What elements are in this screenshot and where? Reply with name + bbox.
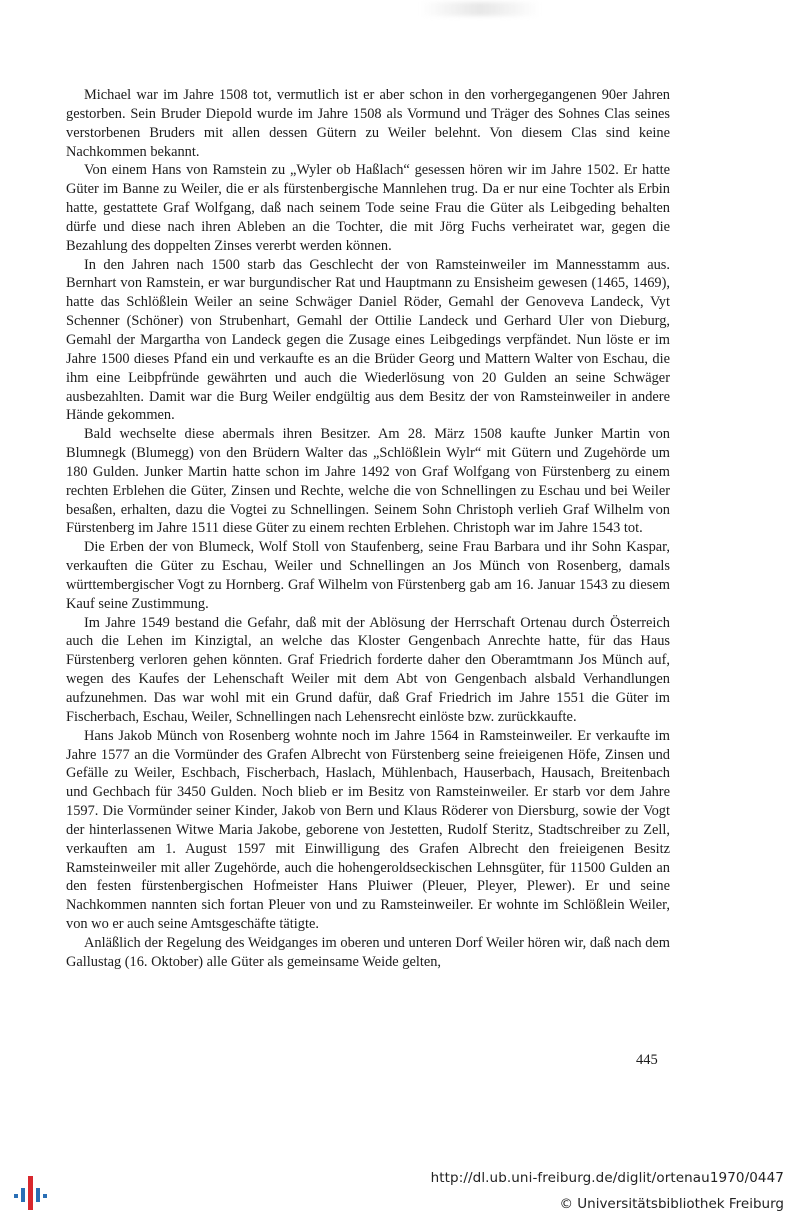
paragraph-1: Michael war im Jahre 1508 tot, vermutlich ist er aber schon in den vorhergegangenen 90er Jahren gestorben. Sein Bruder Diepold wurde im Jahre 1508 als Vormund und Träger des Sohnes Clas seines verstorbenen Bruders mit allen dessen Gütern zu Weiler belehnt. Von diesem Clas sind keine Nachkommen bekannt. (66, 87, 670, 160)
copyright-notice: © Universitätsbibliothek Freiburg (559, 1196, 784, 1212)
page-number: 445 (636, 1052, 658, 1068)
paragraph-7: Hans Jakob Münch von Rosenberg wohnte noch im Jahre 1564 in Ramsteinweiler. Er verkaufte im Jahre 1577 an die Vormünder des Grafen Albrecht von Fürstenberg seine freieigenen Höfe, Zinsen und Gefälle zu Weiler, Eschbach, Fischerbach, Haslach, Mühlenbach, Hauserbach, Hausach, Breitenbach und Gechbach für 3450 Gulden. Noch blieb er im Besitz von Ramsteinweiler. Er starb vor dem Jahre 1597. Die Vormünder seiner Kinder, Jakob von Bern und Klaus Röderer von Diersburg, sowie der Vogt der hinterlassenen Witwe Maria Jakobe, geborene von Jestetten, Rudolf Steritz, Stadtschreiber zu Zell, verkauften am 1. August 1597 mit Einwilligung des Grafen Albrecht den freieigenen Besitz Ramsteinweiler mit aller Zugehörde, auch die hohengeroldseckischen Lehnsgüter, für 11500 Gulden an den festen fürstenbergischen Hofmeister Hans Pluiwer (Pleuer, Pleyer, Plewer). Er und seine Nachkommen nannten sich fortan Pleuer von und zu Ramsteinweiler. Er wohnte im Schlößlein Weiler, von wo er auch seine Amtsgeschäfte tätigte. (66, 727, 670, 933)
paragraph-3: In den Jahren nach 1500 starb das Geschlecht der von Ramsteinweiler im Mannesstamm aus. Bernhart von Ramstein, er war burgundischer Rat und Hauptmann zu Ensisheim gewesen (1465, 1469), hatte das Schlößlein Weiler an seine Schwäger Daniel Röder, Gemahl der Genoveva Landeck, Vyt Schenner (Schöner) von Strubenhart, Gemahl der Ottilie Landeck und Gerhard Uler von Dieburg, Gemahl der Margartha von Landeck gegen die Zusage eines Leibgedings verpfändet. Nun löste er im Jahre 1500 dieses Pfand ein und verkaufte es an die Brüder Georg und Mattern Walter von Eschau, die ihm eine Leibpfründe gewährten und auch die Wiederlösung von 20 Gulden an seine Schwäger ausbezahlten. Damit war die Burg Weiler endgültig aus dem Besitz der von Ramsteinweiler in andere Hände gekommen. (66, 256, 670, 424)
scan-shadow (420, 2, 540, 16)
paragraph-5: Die Erben der von Blumeck, Wolf Stoll von Staufenberg, seine Frau Barbara und ihr Sohn Kaspar, verkauften die Güter zu Eschau, Weiler und Schnellingen an Jos Münch von Rosenberg, damals württembergischer Vogt zu Hornberg. Graf Wilhelm von Fürstenberg gab am 16. Januar 1543 zu diesem Kauf seine Zustimmung. (66, 539, 670, 612)
footer-bar (0, 1160, 800, 1220)
paragraph-2: Von einem Hans von Ramstein zu „Wyler ob Haßlach“ gesessen hören wir im Jahre 1502. Er hatte Güter im Banne zu Weiler, die er als fürstenbergische Mannlehen trug. Da er nur eine Tochter als Erbin hatte, gestattete Graf Wolfgang, daß nach seinem Tode seine Frau die Güter als Leibgeding behalten dürfe und diese nach ihren Ableben an die Tochter, die mit Jörg Fuchs verheiratet war, gegen die Bezahlung des doppelten Zinses vererbt werden können. (66, 162, 670, 254)
ub-freiburg-logo-icon[interactable] (8, 1168, 54, 1214)
paragraph-8: Anläßlich der Regelung des Weidganges im oberen und unteren Dorf Weiler hören wir, daß nach dem Gallustag (16. Oktober) alle Güter als gemeinsame Weide gelten, (66, 934, 670, 970)
body-text (66, 86, 670, 972)
paragraph-6: Im Jahre 1549 bestand die Gefahr, daß mit der Ablösung der Herrschaft Ortenau durch Österreich auch die Lehen im Kinzigtal, an welche das Kloster Gengenbach Anrechte hatte, für das Haus Fürstenberg verloren gehen könnten. Graf Friedrich forderte daher den Oberamtmann Jos Münch auf, wegen des Kaufes der Lehenschaft Weiler mit dem Abt von Gengenbach alsbald Verhandlungen aufzunehmen. Das war wohl mit ein Grund dafür, daß Graf Friedrich im Jahre 1551 die Güter im Fischerbach, Eschau, Weiler, Schnellingen nach Lehensrecht einlöste bzw. zurückkaufte. (66, 614, 670, 725)
permalink-url[interactable]: http://dl.ub.uni-freiburg.de/diglit/ortenau1970/0447 (430, 1170, 784, 1186)
paragraph-4: Bald wechselte diese abermals ihren Besitzer. Am 28. März 1508 kaufte Junker Martin von Blumnegk (Blumegg) von den Brüdern Walter das „Schlößlein Wylr“ mit Gütern und Zugehörde um 180 Gulden. Junker Martin hatte schon im Jahre 1492 von Graf Wolfgang von Fürstenberg zu einem rechten Erblehen die Güter, Zinsen und Rechte, welche die von Schnellingen zu Eschau und bei Weiler besaßen, erhalten, dazu die Vogtei zu Schnellingen. Seinem Sohn Christoph verlieh Graf Wilhelm von Fürstenberg im Jahre 1511 diese Güter zu einem rechten Erblehen. Christoph war im Jahre 1543 tot. (66, 426, 670, 537)
